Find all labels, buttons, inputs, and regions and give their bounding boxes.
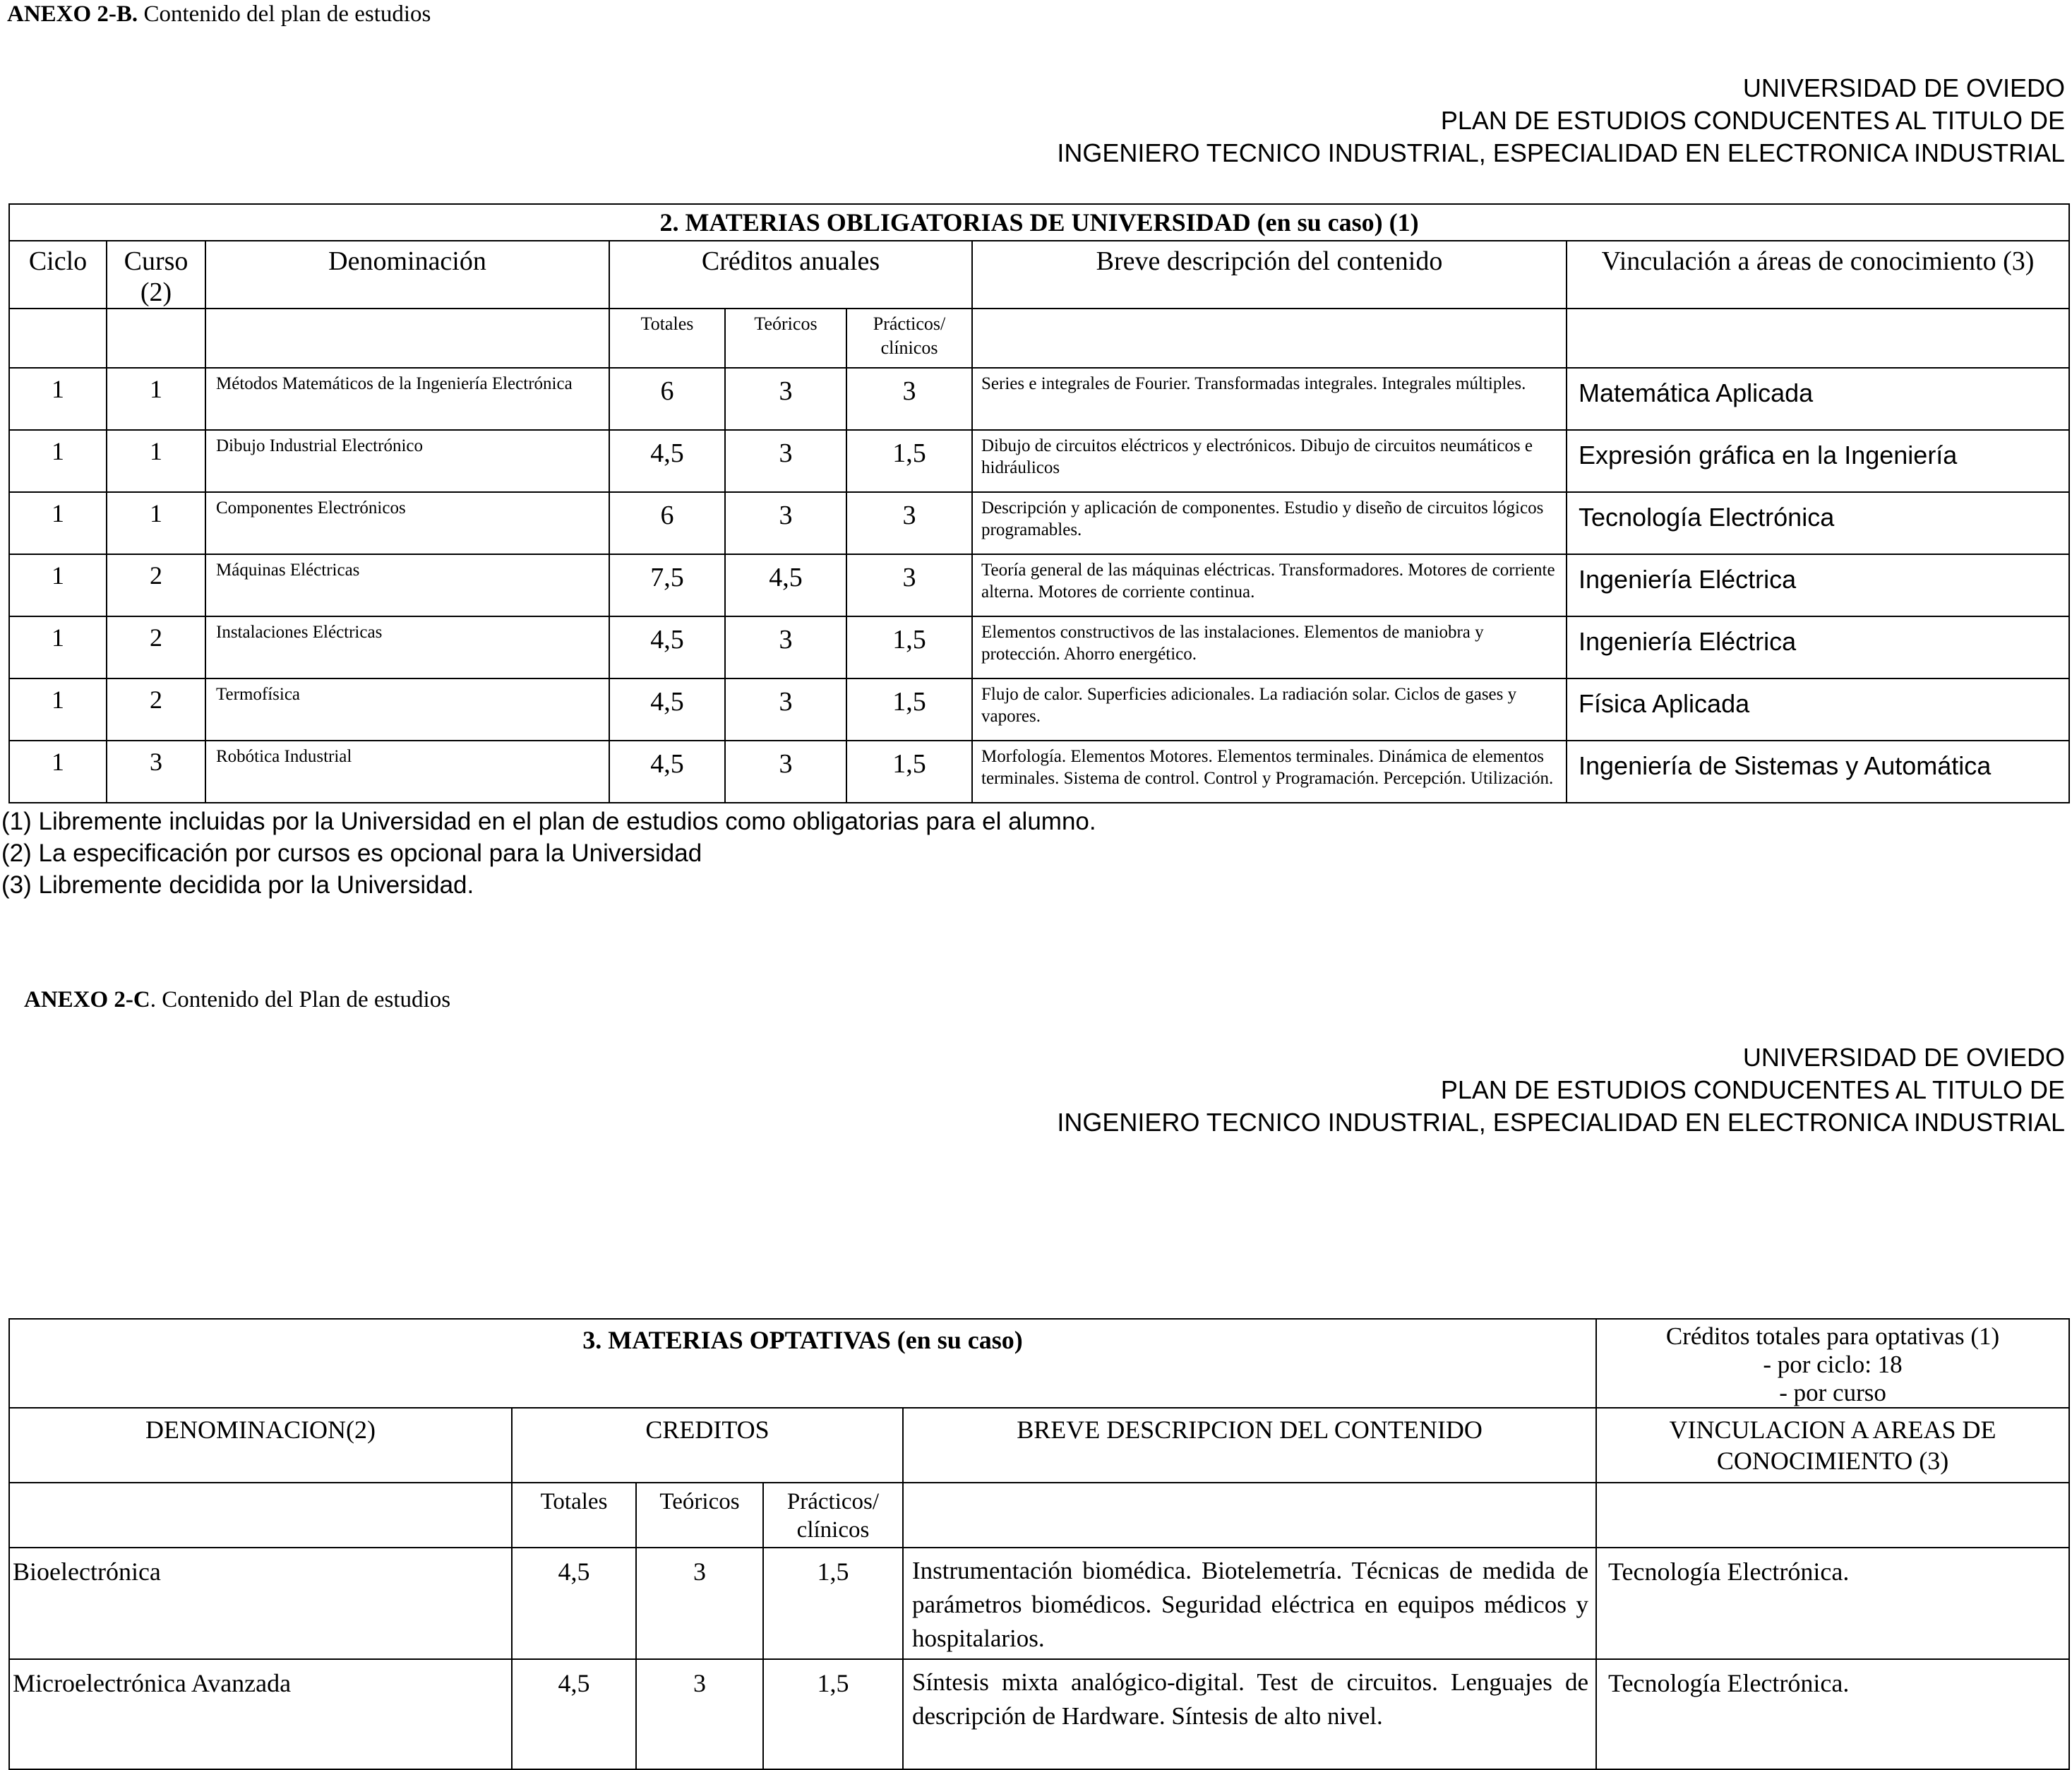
university-name: UNIVERSIDAD DE OVIEDO <box>1742 73 2065 102</box>
ciclo-cell: 1 <box>9 554 107 616</box>
subheader-totales: Totales <box>512 1483 636 1548</box>
teoricos-cell: 3 <box>725 368 846 430</box>
credits-per-cycle: - por ciclo: 18 <box>1763 1351 1903 1378</box>
degree-title: INGENIERO TECNICO INDUSTRIAL, ESPECIALIDAD EN ELECTRONICA INDUSTRIAL <box>1057 1108 2065 1137</box>
subheader-totales: Totales <box>609 309 725 368</box>
subheader-teoricos: Teóricos <box>725 309 846 368</box>
table-title: 3. MATERIAS OPTATIVAS (en su caso) <box>9 1319 1596 1408</box>
ciclo-cell: 1 <box>9 616 107 678</box>
practicos-cell: 3 <box>846 492 972 554</box>
footnotes <box>1 806 1096 901</box>
denominacion-cell: Métodos Matemáticos de la Ingeniería Electrónica <box>205 368 609 430</box>
footnote-2: (2) La especificación por cursos es opcional para la Universidad <box>1 839 702 867</box>
col-header-vinculacion: Vinculación a áreas de conocimiento (3) <box>1567 241 2069 309</box>
col-header-descripcion: BREVE DESCRIPCION DEL CONTENIDO <box>903 1408 1596 1483</box>
table-row <box>9 1659 2069 1769</box>
total-credits-box <box>1596 1319 2069 1408</box>
practicos-cell: 3 <box>846 554 972 616</box>
annex-c-label-bold: ANEXO 2-C <box>24 987 150 1012</box>
practicos-cell: 1,5 <box>763 1659 903 1769</box>
ciclo-cell: 1 <box>9 678 107 741</box>
annex-c-label <box>24 987 450 1013</box>
teoricos-cell: 3 <box>725 616 846 678</box>
practicos-cell: 1,5 <box>846 616 972 678</box>
practicos-cell: 1,5 <box>846 741 972 803</box>
col-header-creditos: CREDITOS <box>512 1408 903 1483</box>
annex-b-label-bold: ANEXO 2-B. <box>7 1 138 27</box>
descripcion-cell: Morfología. Elementos Motores. Elementos terminales. Dinámica de elementos terminales. Sistema de control. Control y Programación. Percepción. Utilización. <box>972 741 1567 803</box>
curso-cell: 2 <box>107 554 205 616</box>
mandatory-subjects-table <box>8 203 2070 803</box>
teoricos-cell: 3 <box>636 1659 763 1769</box>
practicos-cell: 1,5 <box>846 678 972 741</box>
area-cell: Ingeniería Eléctrica <box>1567 554 2069 616</box>
area-cell: Tecnología Electrónica. <box>1596 1548 2069 1659</box>
descripcion-cell: Series e integrales de Fourier. Transformadas integrales. Integrales múltiples. <box>972 368 1567 430</box>
annex-c-label-text: . Contenido del Plan de estudios <box>150 987 451 1012</box>
table-row <box>9 678 2069 741</box>
teoricos-cell: 3 <box>725 741 846 803</box>
curso-cell: 2 <box>107 616 205 678</box>
teoricos-cell: 3 <box>725 430 846 492</box>
teoricos-cell: 3 <box>725 492 846 554</box>
table-row <box>9 430 2069 492</box>
ciclo-cell: 1 <box>9 368 107 430</box>
descripcion-cell: Elementos constructivos de las instalaciones. Elementos de maniobra y protección. Ahorro energético. <box>972 616 1567 678</box>
col-header-denominacion: DENOMINACION(2) <box>9 1408 512 1483</box>
table-row <box>9 368 2069 430</box>
subheader-practicos: Prácticos/ clínicos <box>763 1483 903 1548</box>
area-cell: Matemática Aplicada <box>1567 368 2069 430</box>
table-row <box>9 741 2069 803</box>
col-header-vinculacion: VINCULACION A AREAS DE CONOCIMIENTO (3) <box>1596 1408 2069 1483</box>
totales-cell: 4,5 <box>512 1659 636 1769</box>
denominacion-cell: Instalaciones Eléctricas <box>205 616 609 678</box>
totales-cell: 4,5 <box>609 678 725 741</box>
totales-cell: 7,5 <box>609 554 725 616</box>
denominacion-cell: Dibujo Industrial Electrónico <box>205 430 609 492</box>
denominacion-cell: Robótica Industrial <box>205 741 609 803</box>
ciclo-cell: 1 <box>9 492 107 554</box>
plan-title: PLAN DE ESTUDIOS CONDUCENTES AL TITULO DE <box>1440 106 2065 135</box>
denominacion-cell: Máquinas Eléctricas <box>205 554 609 616</box>
descripcion-cell: Descripción y aplicación de componentes. Estudio y diseño de circuitos lógicos programables. <box>972 492 1567 554</box>
subheader-practicos: Prácticos/ clínicos <box>846 309 972 368</box>
descripcion-cell: Flujo de calor. Superficies adicionales. La radiación solar. Ciclos de gases y vapores. <box>972 678 1567 741</box>
footnote-3: (3) Libremente decidida por la Universidad. <box>1 871 474 899</box>
curso-cell: 1 <box>107 430 205 492</box>
totales-cell: 4,5 <box>609 741 725 803</box>
totales-cell: 4,5 <box>609 430 725 492</box>
teoricos-cell: 3 <box>636 1548 763 1659</box>
footnote-1: (1) Libremente incluidas por la Universidad en el plan de estudios como obligatorias para el alumno. <box>1 808 1096 835</box>
degree-title: INGENIERO TECNICO INDUSTRIAL, ESPECIALIDAD EN ELECTRONICA INDUSTRIAL <box>1057 138 2065 167</box>
totales-cell: 6 <box>609 368 725 430</box>
curso-cell: 3 <box>107 741 205 803</box>
area-cell: Tecnología Electrónica. <box>1596 1659 2069 1769</box>
university-name: UNIVERSIDAD DE OVIEDO <box>1742 1043 2065 1072</box>
curso-cell: 1 <box>107 368 205 430</box>
denominacion-cell: Componentes Electrónicos <box>205 492 609 554</box>
credits-per-course: - por curso <box>1779 1379 1886 1406</box>
area-cell: Expresión gráfica en la Ingeniería <box>1567 430 2069 492</box>
descripcion-cell: Síntesis mixta analógico-digital. Test de circuitos. Lenguajes de descripción de Hardware. Síntesis de alto nivel. <box>903 1659 1596 1769</box>
table-row <box>9 554 2069 616</box>
table-row <box>9 616 2069 678</box>
descripcion-cell: Instrumentación biomédica. Biotelemetría. Técnicas de medida de parámetros biomédicos. Seguridad eléctrica en equipos médicos y hospitalarios. <box>903 1548 1596 1659</box>
area-cell: Ingeniería de Sistemas y Automática <box>1567 741 2069 803</box>
area-cell: Ingeniería Eléctrica <box>1567 616 2069 678</box>
denominacion-cell: Termofísica <box>205 678 609 741</box>
descripcion-cell: Dibujo de circuitos eléctricos y electrónicos. Dibujo de circuitos neumáticos e hidráulicos <box>972 430 1567 492</box>
plan-title: PLAN DE ESTUDIOS CONDUCENTES AL TITULO DE <box>1440 1075 2065 1104</box>
total-credits-label: Créditos totales para optativas (1) <box>1665 1322 2000 1350</box>
denominacion-cell: Bioelectrónica <box>9 1548 512 1659</box>
teoricos-cell: 3 <box>725 678 846 741</box>
totales-cell: 4,5 <box>512 1548 636 1659</box>
table-row <box>9 1548 2069 1659</box>
annex-b-header <box>1057 72 2065 169</box>
annex-b-label-text: Contenido del plan de estudios <box>138 1 431 27</box>
practicos-cell: 3 <box>846 368 972 430</box>
table-row <box>9 492 2069 554</box>
col-header-curso: Curso (2) <box>107 241 205 309</box>
annex-b-label <box>7 1 431 28</box>
ciclo-cell: 1 <box>9 741 107 803</box>
curso-cell: 1 <box>107 492 205 554</box>
subheader-teoricos: Teóricos <box>636 1483 763 1548</box>
annex-c-header <box>1057 1041 2065 1139</box>
curso-cell: 2 <box>107 678 205 741</box>
practicos-cell: 1,5 <box>763 1548 903 1659</box>
col-header-descripcion: Breve descripción del contenido <box>972 241 1567 309</box>
table-title: 2. MATERIAS OBLIGATORIAS DE UNIVERSIDAD (en su caso) (1) <box>9 204 2069 241</box>
descripcion-cell: Teoría general de las máquinas eléctricas. Transformadores. Motores de corriente alterna. Motores de corriente continua. <box>972 554 1567 616</box>
area-cell: Tecnología Electrónica <box>1567 492 2069 554</box>
totales-cell: 4,5 <box>609 616 725 678</box>
ciclo-cell: 1 <box>9 430 107 492</box>
teoricos-cell: 4,5 <box>725 554 846 616</box>
denominacion-cell: Microelectrónica Avanzada <box>9 1659 512 1769</box>
col-header-ciclo: Ciclo <box>9 241 107 309</box>
optional-subjects-table <box>8 1318 2070 1770</box>
area-cell: Física Aplicada <box>1567 678 2069 741</box>
col-header-creditos: Créditos anuales <box>609 241 972 309</box>
practicos-cell: 1,5 <box>846 430 972 492</box>
totales-cell: 6 <box>609 492 725 554</box>
col-header-denominacion: Denominación <box>205 241 609 309</box>
